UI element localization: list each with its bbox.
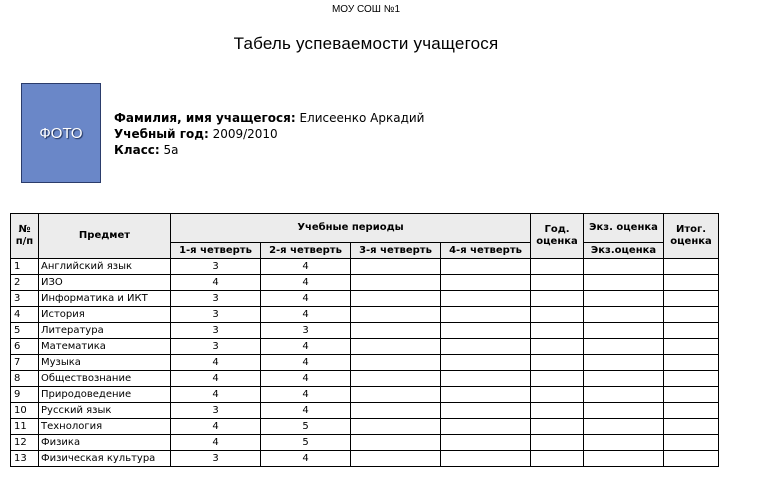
table-row (11, 387, 719, 403)
header-final-grade: Итог. оценка (664, 214, 719, 259)
student-name-value: Елисеенко Аркадий (295, 111, 425, 125)
grade-exam (584, 339, 664, 355)
grade-q3 (351, 403, 441, 419)
grade-exam (584, 371, 664, 387)
class-label: Класс: (114, 143, 160, 157)
header-q1: 1-я четверть (171, 243, 261, 259)
grade-q2: 4 (261, 371, 351, 387)
grade-year (531, 275, 584, 291)
grade-q4 (441, 323, 531, 339)
table-row (11, 259, 719, 275)
school-year-value: 2009/2010 (208, 127, 278, 141)
table-row (11, 307, 719, 323)
subject-name: Физика (39, 435, 171, 451)
student-name-label: Фамилия, имя учащегося: (114, 111, 296, 125)
subject-name: История (39, 307, 171, 323)
grade-q4 (441, 291, 531, 307)
grade-final (664, 371, 719, 387)
header-q2: 2-я четверть (261, 243, 351, 259)
grade-final (664, 339, 719, 355)
grade-exam (584, 323, 664, 339)
subject-name: Технология (39, 419, 171, 435)
row-number: 13 (11, 451, 39, 467)
grade-q3 (351, 339, 441, 355)
grade-q3 (351, 451, 441, 467)
grade-q2: 4 (261, 291, 351, 307)
subject-name: Литература (39, 323, 171, 339)
header-num: № п/п (11, 214, 39, 259)
grade-q2: 4 (261, 339, 351, 355)
grade-q4 (441, 387, 531, 403)
grade-exam (584, 291, 664, 307)
grade-q4 (441, 275, 531, 291)
grade-year (531, 451, 584, 467)
table-row (11, 403, 719, 419)
grade-q4 (441, 451, 531, 467)
grade-year (531, 323, 584, 339)
grade-final (664, 403, 719, 419)
subject-name: Математика (39, 339, 171, 355)
grade-q2: 4 (261, 403, 351, 419)
school-year-label: Учебный год: (114, 127, 209, 141)
table-row (11, 339, 719, 355)
grade-final (664, 387, 719, 403)
row-number: 11 (11, 419, 39, 435)
grade-exam (584, 387, 664, 403)
header-q3: 3-я четверть (351, 243, 441, 259)
grade-year (531, 355, 584, 371)
row-number: 2 (11, 275, 39, 291)
grade-q4 (441, 371, 531, 387)
grade-q4 (441, 355, 531, 371)
row-number: 10 (11, 403, 39, 419)
grade-q4 (441, 339, 531, 355)
grade-q3 (351, 275, 441, 291)
grade-year (531, 291, 584, 307)
table-row (11, 291, 719, 307)
grade-q3 (351, 291, 441, 307)
student-name-line (114, 110, 424, 126)
grade-year (531, 387, 584, 403)
grade-q4 (441, 419, 531, 435)
grade-q1: 4 (171, 355, 261, 371)
table-row (11, 323, 719, 339)
row-number: 3 (11, 291, 39, 307)
grade-q3 (351, 371, 441, 387)
row-number: 4 (11, 307, 39, 323)
photo-label: ФОТО (39, 124, 83, 142)
grade-final (664, 291, 719, 307)
grade-q1: 3 (171, 323, 261, 339)
grade-year (531, 307, 584, 323)
header-exam-group: Экз. оценка (584, 214, 664, 243)
document-title: Табель успеваемости учащегося (233, 34, 499, 53)
grade-q1: 4 (171, 275, 261, 291)
grade-year (531, 371, 584, 387)
grade-final (664, 419, 719, 435)
row-number: 9 (11, 387, 39, 403)
grade-q3 (351, 387, 441, 403)
grade-final (664, 307, 719, 323)
grade-q4 (441, 403, 531, 419)
grade-q2: 4 (261, 259, 351, 275)
grade-q1: 3 (171, 403, 261, 419)
grade-q2: 5 (261, 435, 351, 451)
table-row (11, 275, 719, 291)
subject-name: Физическая культура (39, 451, 171, 467)
row-number: 1 (11, 259, 39, 275)
subject-name: Информатика и ИКТ (39, 291, 171, 307)
grades-table (10, 213, 719, 467)
grade-q1: 3 (171, 259, 261, 275)
grade-q1: 3 (171, 291, 261, 307)
grade-q4 (441, 435, 531, 451)
grade-final (664, 355, 719, 371)
grade-q4 (441, 307, 531, 323)
school-year-line (114, 126, 424, 142)
grade-q3 (351, 419, 441, 435)
grade-final (664, 259, 719, 275)
school-name: МОУ СОШ №1 (331, 4, 401, 15)
grade-q2: 4 (261, 355, 351, 371)
header-subject: Предмет (39, 214, 171, 259)
subject-name: Английский язык (39, 259, 171, 275)
student-info (114, 110, 424, 158)
row-number: 12 (11, 435, 39, 451)
class-line (114, 142, 424, 158)
grade-exam (584, 275, 664, 291)
grade-final (664, 451, 719, 467)
grade-exam (584, 435, 664, 451)
grade-q1: 3 (171, 339, 261, 355)
grade-q4 (441, 259, 531, 275)
grade-exam (584, 307, 664, 323)
grade-year (531, 403, 584, 419)
grades-body (11, 259, 719, 467)
grade-q2: 4 (261, 307, 351, 323)
grade-exam (584, 355, 664, 371)
grade-q3 (351, 307, 441, 323)
grade-exam (584, 419, 664, 435)
grade-year (531, 435, 584, 451)
grade-q1: 3 (171, 307, 261, 323)
grade-exam (584, 451, 664, 467)
subject-name: Обществознание (39, 371, 171, 387)
header-exam: Экз.оценка (584, 243, 664, 259)
grade-q3 (351, 435, 441, 451)
subject-name: Природоведение (39, 387, 171, 403)
grade-final (664, 323, 719, 339)
grade-q2: 3 (261, 323, 351, 339)
grade-year (531, 419, 584, 435)
table-row (11, 451, 719, 467)
class-value: 5а (159, 143, 179, 157)
grade-q2: 4 (261, 451, 351, 467)
subject-name: Музыка (39, 355, 171, 371)
grade-final (664, 275, 719, 291)
subject-name: Русский язык (39, 403, 171, 419)
grade-year (531, 339, 584, 355)
row-number: 8 (11, 371, 39, 387)
grade-q2: 4 (261, 387, 351, 403)
table-row (11, 355, 719, 371)
row-number: 7 (11, 355, 39, 371)
table-row (11, 435, 719, 451)
grade-q1: 3 (171, 451, 261, 467)
subject-name: ИЗО (39, 275, 171, 291)
grade-q1: 4 (171, 419, 261, 435)
grade-q3 (351, 355, 441, 371)
grade-final (664, 435, 719, 451)
row-number: 6 (11, 339, 39, 355)
grade-exam (584, 259, 664, 275)
table-row (11, 419, 719, 435)
grade-q3 (351, 259, 441, 275)
grade-q1: 4 (171, 435, 261, 451)
photo-placeholder (21, 83, 101, 183)
row-number: 5 (11, 323, 39, 339)
grade-q1: 4 (171, 387, 261, 403)
table-row (11, 371, 719, 387)
header-periods: Учебные периоды (171, 214, 531, 243)
header-q4: 4-я четверть (441, 243, 531, 259)
grade-q3 (351, 323, 441, 339)
header-year-grade: Год. оценка (531, 214, 584, 259)
grade-q2: 5 (261, 419, 351, 435)
grade-year (531, 259, 584, 275)
grade-q1: 4 (171, 371, 261, 387)
grade-exam (584, 403, 664, 419)
grade-q2: 4 (261, 275, 351, 291)
